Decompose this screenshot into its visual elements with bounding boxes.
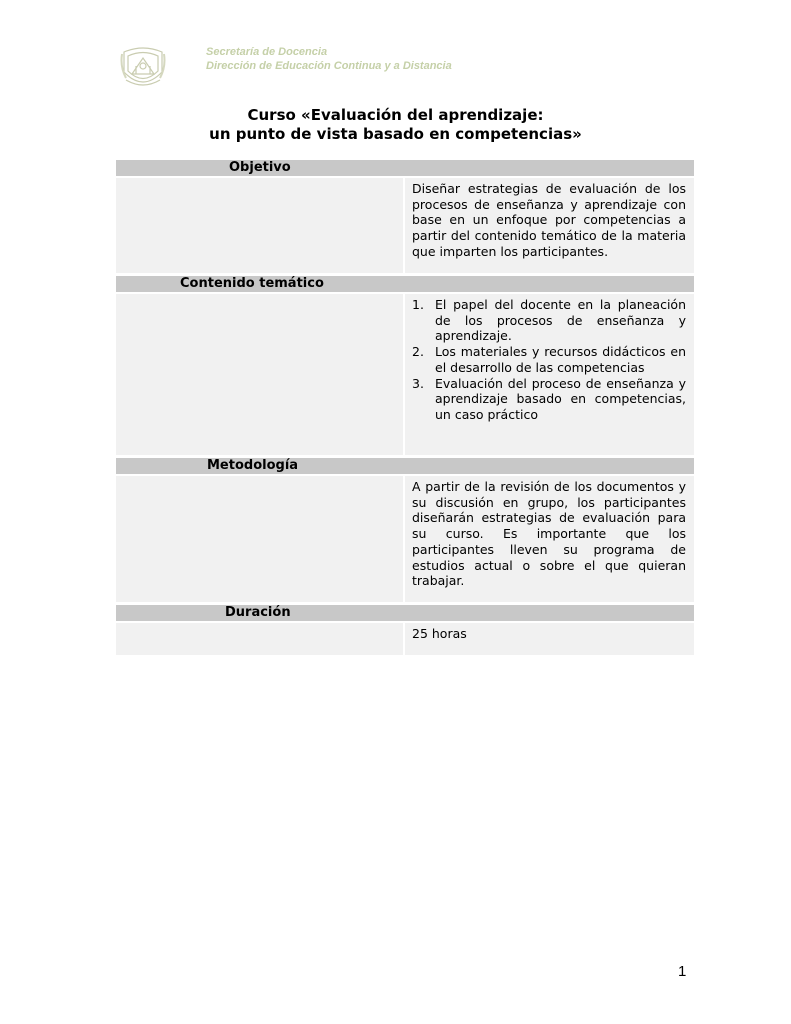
course-title-line-1: Curso «Evaluación del aprendizaje: [247, 106, 544, 124]
topic-list [412, 297, 686, 423]
topic-text: Los materiales y recursos didácticos en el desarrollo de las competencias [435, 344, 686, 375]
topic-item [412, 344, 686, 375]
section-body-objetivo: Diseñar estrategias de evaluación de los procesos de enseñanza y aprendizaje con base en un enfoque por competencias a partir del contenido temático de la materia que imparten los participantes. [405, 178, 694, 273]
org-line-direccion: Dirección de Educación Continua y a Distancia [206, 60, 452, 72]
topic-number: 1. [412, 297, 424, 312]
section-heading-metodologia: Metodología [207, 458, 299, 473]
university-seal-icon [118, 42, 168, 92]
topic-number: 3. [412, 375, 424, 391]
section-header-contenido [116, 276, 694, 292]
topic-text: El papel del docente en la planeación de los procesos de enseñanza y aprendizaje. [435, 297, 686, 344]
section-header-duracion [116, 605, 694, 621]
section-left-cell-objetivo [116, 178, 403, 273]
section-header-metodologia [116, 458, 694, 474]
section-body-duracion: 25 horas [405, 623, 694, 655]
section-left-cell-metodologia [116, 476, 403, 602]
section-left-cell-contenido [116, 294, 403, 455]
organization-header [206, 45, 452, 73]
topic-number: 2. [412, 344, 424, 360]
topic-text: Evaluación del proceso de enseñanza y aprendizaje basado en competencias, un caso práctico [435, 375, 686, 422]
course-title-line-2: un punto de vista basado en competencias» [209, 125, 582, 143]
section-body-contenido [405, 294, 694, 455]
section-heading-objetivo: Objetivo [229, 160, 291, 175]
course-title [0, 106, 791, 144]
section-heading-contenido: Contenido temático [180, 276, 324, 291]
org-line-secretaria: Secretaría de Docencia [206, 46, 328, 58]
section-heading-duracion: Duración [225, 605, 291, 620]
section-header-objetivo [116, 160, 694, 176]
section-left-cell-duracion [116, 623, 403, 655]
topic-item [412, 376, 686, 423]
section-body-metodologia: A partir de la revisión de los documentos y su discusión en grupo, los participantes diseñarán estrategias de evaluación para su curso. Es importante que los participantes lleven su programa de estudios actual o sobre el que quieran trabajar. [405, 476, 694, 602]
topic-item [412, 297, 686, 344]
page-number: 1 [678, 963, 687, 980]
